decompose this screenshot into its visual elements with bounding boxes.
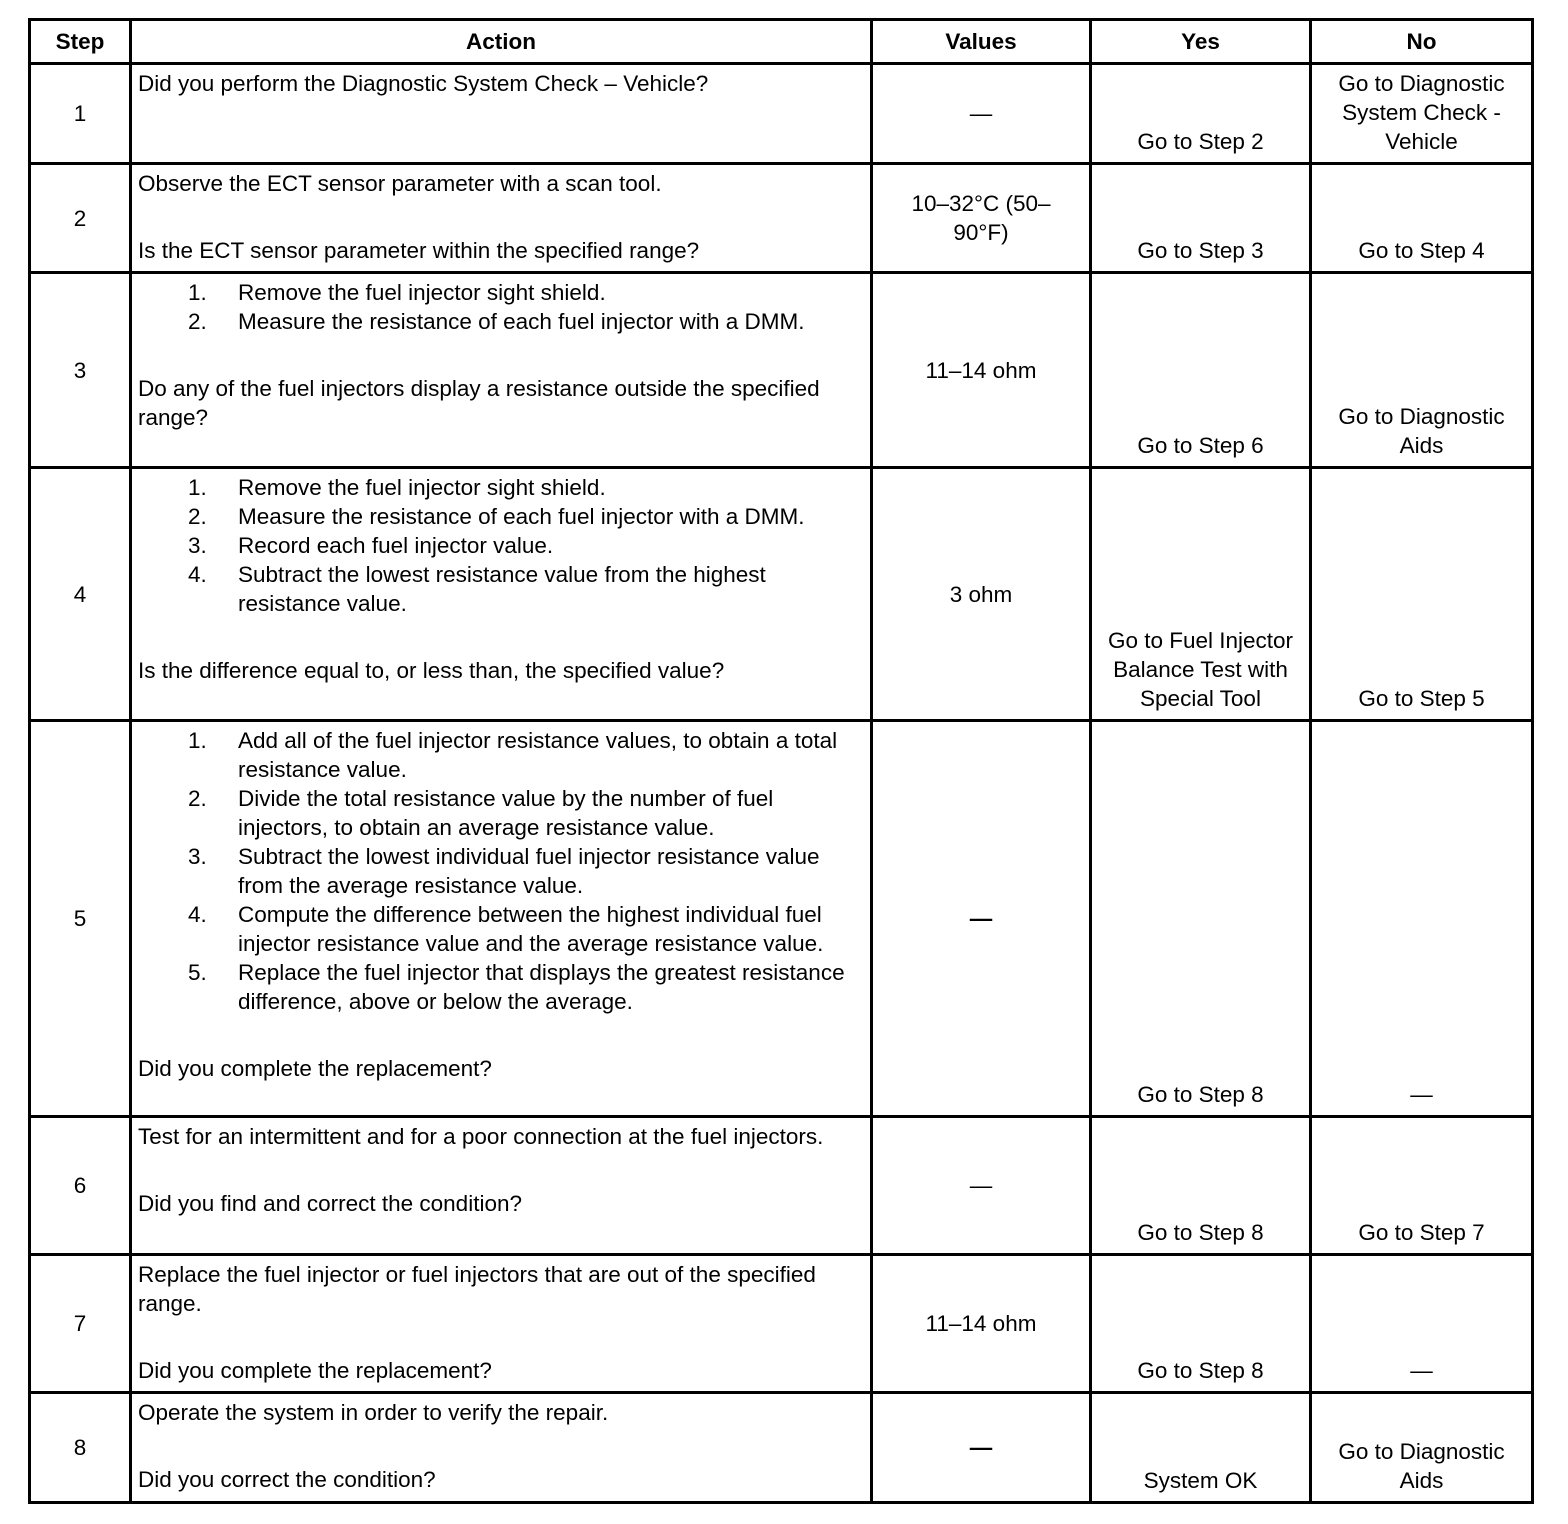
list-item (138, 842, 864, 900)
no-link-text[interactable]: Go to Diagnostic Aids (1338, 1439, 1505, 1493)
no-dash: — (1311, 1255, 1533, 1393)
action-intro: Replace the fuel injector or fuel injectors that are out of the specified range. (138, 1262, 816, 1316)
substep-text: Subtract the lowest resistance value from the highest resistance value. (238, 562, 766, 616)
substep-number: 5. (188, 960, 207, 985)
no-link[interactable]: Go to Step 4 (1311, 164, 1533, 273)
list-item (138, 531, 864, 560)
action-cell (131, 1393, 872, 1503)
substep-text: Replace the fuel injector that displays the greatest resistance difference, above or below the average. (238, 960, 845, 1014)
value-cell: 3 ohm (872, 468, 1091, 721)
substep-number: 2. (188, 504, 207, 529)
no-link[interactable] (1311, 273, 1533, 468)
action-question: Did you correct the condition? (138, 1467, 436, 1492)
step-number: 5 (30, 721, 131, 1117)
no-link[interactable]: Go to Diagnostic System Check - Vehicle (1311, 64, 1533, 164)
substep-list (138, 726, 864, 1016)
substep-number: 2. (188, 786, 207, 811)
list-item (138, 560, 864, 618)
action-question: Did you complete the replacement? (138, 1358, 492, 1383)
substep-number: 4. (188, 902, 207, 927)
table-row (30, 1117, 1533, 1255)
substep-text: Compute the difference between the highest individual fuel injector resistance value and the average resistance value. (238, 902, 824, 956)
step-number: 1 (30, 64, 131, 164)
value-cell: 11–14 ohm (872, 1255, 1091, 1393)
action-cell (131, 273, 872, 468)
yes-link[interactable]: Go to Step 8 (1091, 1255, 1311, 1393)
value-cell: — (872, 1117, 1091, 1255)
table-row (30, 64, 1533, 164)
yes-link[interactable]: Go to Fuel Injector Balance Test with Special Tool (1091, 468, 1311, 721)
action-question: Did you find and correct the condition? (138, 1191, 522, 1216)
step-number: 4 (30, 468, 131, 721)
table-row (30, 1393, 1533, 1503)
action-question: Do any of the fuel injectors display a resistance outside the specified range? (138, 376, 820, 430)
no-link-text[interactable]: Go to Diagnostic Aids (1338, 404, 1505, 458)
substep-list (138, 278, 864, 336)
step-number: 3 (30, 273, 131, 468)
value-cell: 11–14 ohm (872, 273, 1091, 468)
substep-text: Subtract the lowest individual fuel injector resistance value from the average resistance value. (238, 844, 820, 898)
substep-text: Remove the fuel injector sight shield. (238, 475, 606, 500)
value-text: 10–32°C (50–90°F) (911, 191, 1051, 245)
step-number: 2 (30, 164, 131, 273)
list-item (138, 502, 864, 531)
yes-link[interactable]: System OK (1091, 1393, 1311, 1503)
header-yes: Yes (1091, 20, 1311, 64)
yes-link[interactable]: Go to Step 8 (1091, 721, 1311, 1117)
substep-number: 2. (188, 309, 207, 334)
substep-text: Measure the resistance of each fuel injector with a DMM. (238, 504, 805, 529)
action-question: Did you complete the replacement? (138, 1056, 492, 1081)
header-values: Values (872, 20, 1091, 64)
action-intro: Test for an intermittent and for a poor connection at the fuel injectors. (138, 1124, 824, 1149)
value-cell (872, 1393, 1091, 1503)
header-no: No (1311, 20, 1533, 64)
header-step: Step (30, 20, 131, 64)
action-intro: Operate the system in order to verify the repair. (138, 1400, 609, 1425)
list-item (138, 473, 864, 502)
substep-number: 3. (188, 844, 207, 869)
action-intro: Did you perform the Diagnostic System Check – Vehicle? (138, 71, 709, 96)
yes-link[interactable]: Go to Step 2 (1091, 64, 1311, 164)
action-cell (131, 721, 872, 1117)
no-link[interactable] (1311, 1393, 1533, 1503)
action-cell (131, 164, 872, 273)
table-row (30, 273, 1533, 468)
table-row (30, 1255, 1533, 1393)
value-cell: — (872, 64, 1091, 164)
header-action: Action (131, 20, 872, 64)
list-item (138, 784, 864, 842)
header-row (30, 20, 1533, 64)
no-dash: — (1311, 721, 1533, 1117)
substep-number: 3. (188, 533, 207, 558)
list-item (138, 958, 864, 1016)
step-number: 8 (30, 1393, 131, 1503)
table-row (30, 164, 1533, 273)
action-cell (131, 1117, 872, 1255)
yes-link[interactable]: Go to Step 8 (1091, 1117, 1311, 1255)
substep-number: 1. (188, 475, 207, 500)
list-item (138, 307, 864, 336)
action-cell (131, 64, 872, 164)
substep-number: 1. (188, 280, 207, 305)
action-question: Is the difference equal to, or less than, the specified value? (138, 658, 725, 683)
list-item (138, 278, 864, 307)
step-number: 6 (30, 1117, 131, 1255)
substep-text: Record each fuel injector value. (238, 533, 554, 558)
diagnostic-table (28, 18, 1534, 1504)
substep-text: Remove the fuel injector sight shield. (238, 280, 606, 305)
yes-link[interactable]: Go to Step 3 (1091, 164, 1311, 273)
value-cell (872, 164, 1091, 273)
action-question: Is the ECT sensor parameter within the specified range? (138, 238, 700, 263)
table-row (30, 721, 1533, 1117)
action-intro: Observe the ECT sensor parameter with a scan tool. (138, 171, 662, 196)
action-cell (131, 1255, 872, 1393)
table-row (30, 468, 1533, 721)
substep-text: Divide the total resistance value by the number of fuel injectors, to obtain an average resistance value. (238, 786, 774, 840)
substep-text: Add all of the fuel injector resistance values, to obtain a total resistance value. (238, 728, 838, 782)
value-cell (872, 721, 1091, 1117)
value-dash: — (969, 906, 993, 931)
value-dash: — (969, 1435, 993, 1460)
substep-number: 4. (188, 562, 207, 587)
yes-link[interactable]: Go to Step 6 (1091, 273, 1311, 468)
substep-list (138, 473, 864, 618)
step-number: 7 (30, 1255, 131, 1393)
action-cell (131, 468, 872, 721)
substep-number: 1. (188, 728, 207, 753)
list-item (138, 900, 864, 958)
substep-text: Measure the resistance of each fuel injector with a DMM. (238, 309, 805, 334)
no-link[interactable]: Go to Step 5 (1311, 468, 1533, 721)
list-item (138, 726, 864, 784)
no-link[interactable]: Go to Step 7 (1311, 1117, 1533, 1255)
